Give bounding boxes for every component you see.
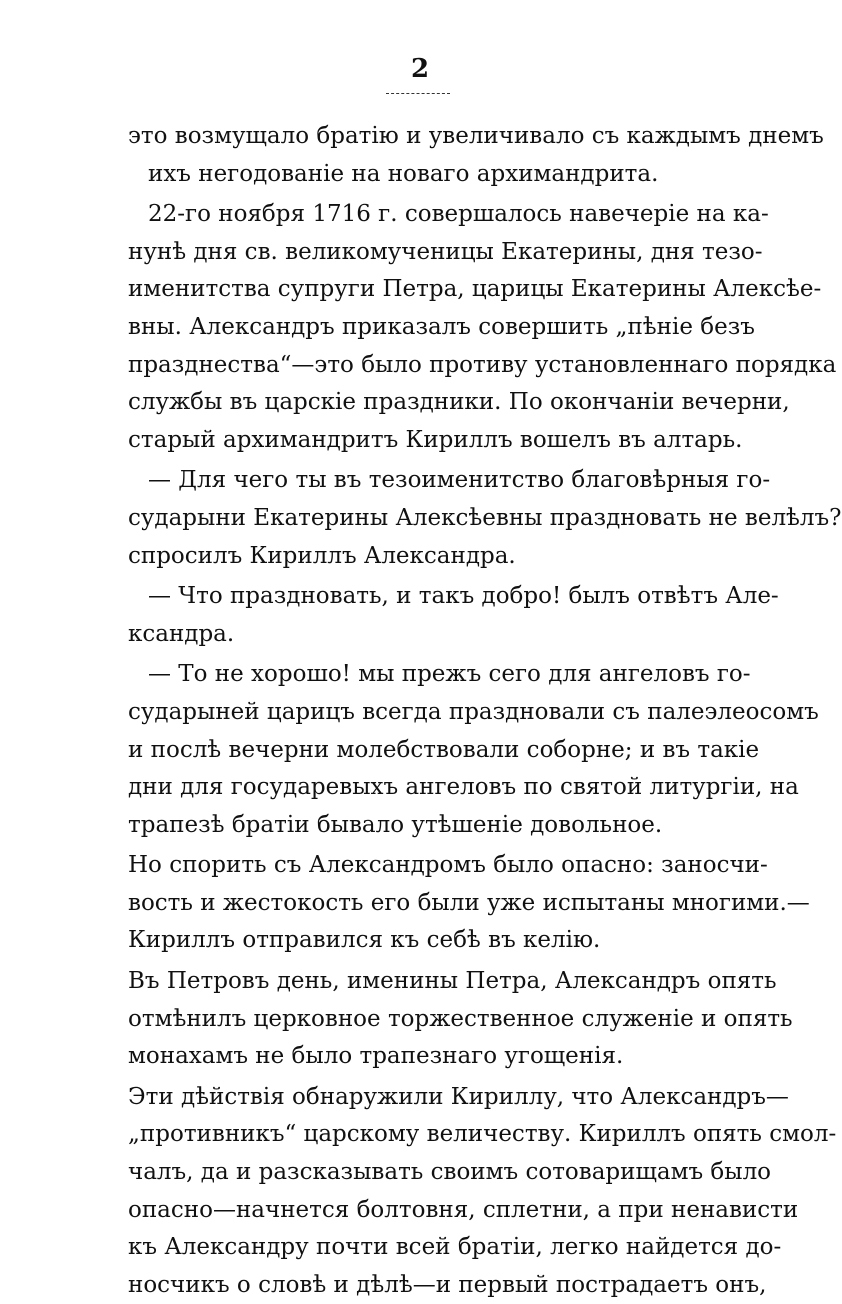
text-line: монахамъ не было трапезнаго угощенія. <box>128 1043 624 1070</box>
text-line: 22-го ноября 1716 г. совершалось навечеріе на ка- <box>148 201 769 228</box>
paragraph <box>128 578 779 653</box>
text-line: носчикъ о словѣ и дѣлѣ—и первый пострадаетъ онъ, <box>128 1271 767 1298</box>
text-line: и послѣ вечерни молебствовали соборне; и въ такіе <box>128 736 760 763</box>
text-line: это возмущало братію и увеличивало съ каждымъ днемъ <box>128 123 824 149</box>
text-line: службы въ царскіе праздники. По окончаніи вечерни, <box>128 389 790 416</box>
text-line: трапезѣ братіи бывало утѣшеніе довольное. <box>128 811 663 838</box>
text-line: Но спорить съ Александромъ было опасно: заносчи- <box>128 852 768 879</box>
text-line: спросилъ Кириллъ Александра. <box>128 542 516 569</box>
text-line: нунѣ дня св. великомученицы Екатерины, дня тезо- <box>128 238 763 265</box>
text-line: сударыней царицъ всегда праздновали съ палеэлеосомъ <box>128 698 819 725</box>
text-line: вны. Александръ приказалъ совершить „пѣніе безъ <box>128 313 755 340</box>
text-line: — То не хорошо! мы прежъ сего для ангеловъ го- <box>148 661 751 688</box>
text-line: вость и жестокость его были уже испытаны многими.— <box>128 889 810 916</box>
paragraph <box>128 462 842 575</box>
text-line: старый архимандритъ Кириллъ вошелъ въ алтарь. <box>128 426 743 453</box>
text-line: именитства супруги Петра, царицы Екатерины Алексѣе- <box>128 276 822 303</box>
text-line: дни для государевыхъ ангеловъ по святой литургіи, на <box>128 774 799 801</box>
paragraph <box>128 118 824 193</box>
text-line: празднества“—это было противу установленнаго порядка <box>128 351 837 378</box>
page-body <box>128 118 842 1304</box>
text-line: Кириллъ отправился къ себѣ въ келію. <box>128 927 601 954</box>
paragraph <box>128 1079 837 1304</box>
paragraph <box>128 196 837 459</box>
paragraph <box>128 847 810 960</box>
text-line: ксандра. <box>128 620 235 647</box>
text-line: Въ Петровъ день, именины Петра, Александръ опять <box>128 968 777 995</box>
paragraph <box>128 963 793 1076</box>
text-line: чалъ, да и разсказывать своимъ сотоварищамъ было <box>128 1159 772 1186</box>
text-line: „противникъ“ царскому величеству. Кириллъ опять смол- <box>128 1121 837 1148</box>
paragraph <box>128 656 819 844</box>
text-line: ихъ негодованіе на новаго архимандрита. <box>148 160 659 187</box>
page-number: 2 <box>410 54 430 84</box>
text-line: къ Александру почти всей братіи, легко найдется до- <box>128 1234 782 1261</box>
text-line: — Что праздновать, и такъ добро! былъ отвѣтъ Але- <box>148 583 779 610</box>
text-line: Эти дѣйствія обнаружили Кириллу, что Александръ— <box>128 1083 789 1110</box>
page-number-rule <box>386 93 450 94</box>
text-line: сударыни Екатерины Алексѣевны праздновать не велѣлъ? <box>128 504 842 531</box>
text-line: — Для чего ты въ тезоименитство благовѣрныя го- <box>148 467 771 494</box>
text-line: отмѣнилъ церковное торжественное служеніе и опять <box>128 1005 793 1032</box>
text-line: опасно—начнется болтовня, сплетни, а при ненависти <box>128 1196 799 1223</box>
